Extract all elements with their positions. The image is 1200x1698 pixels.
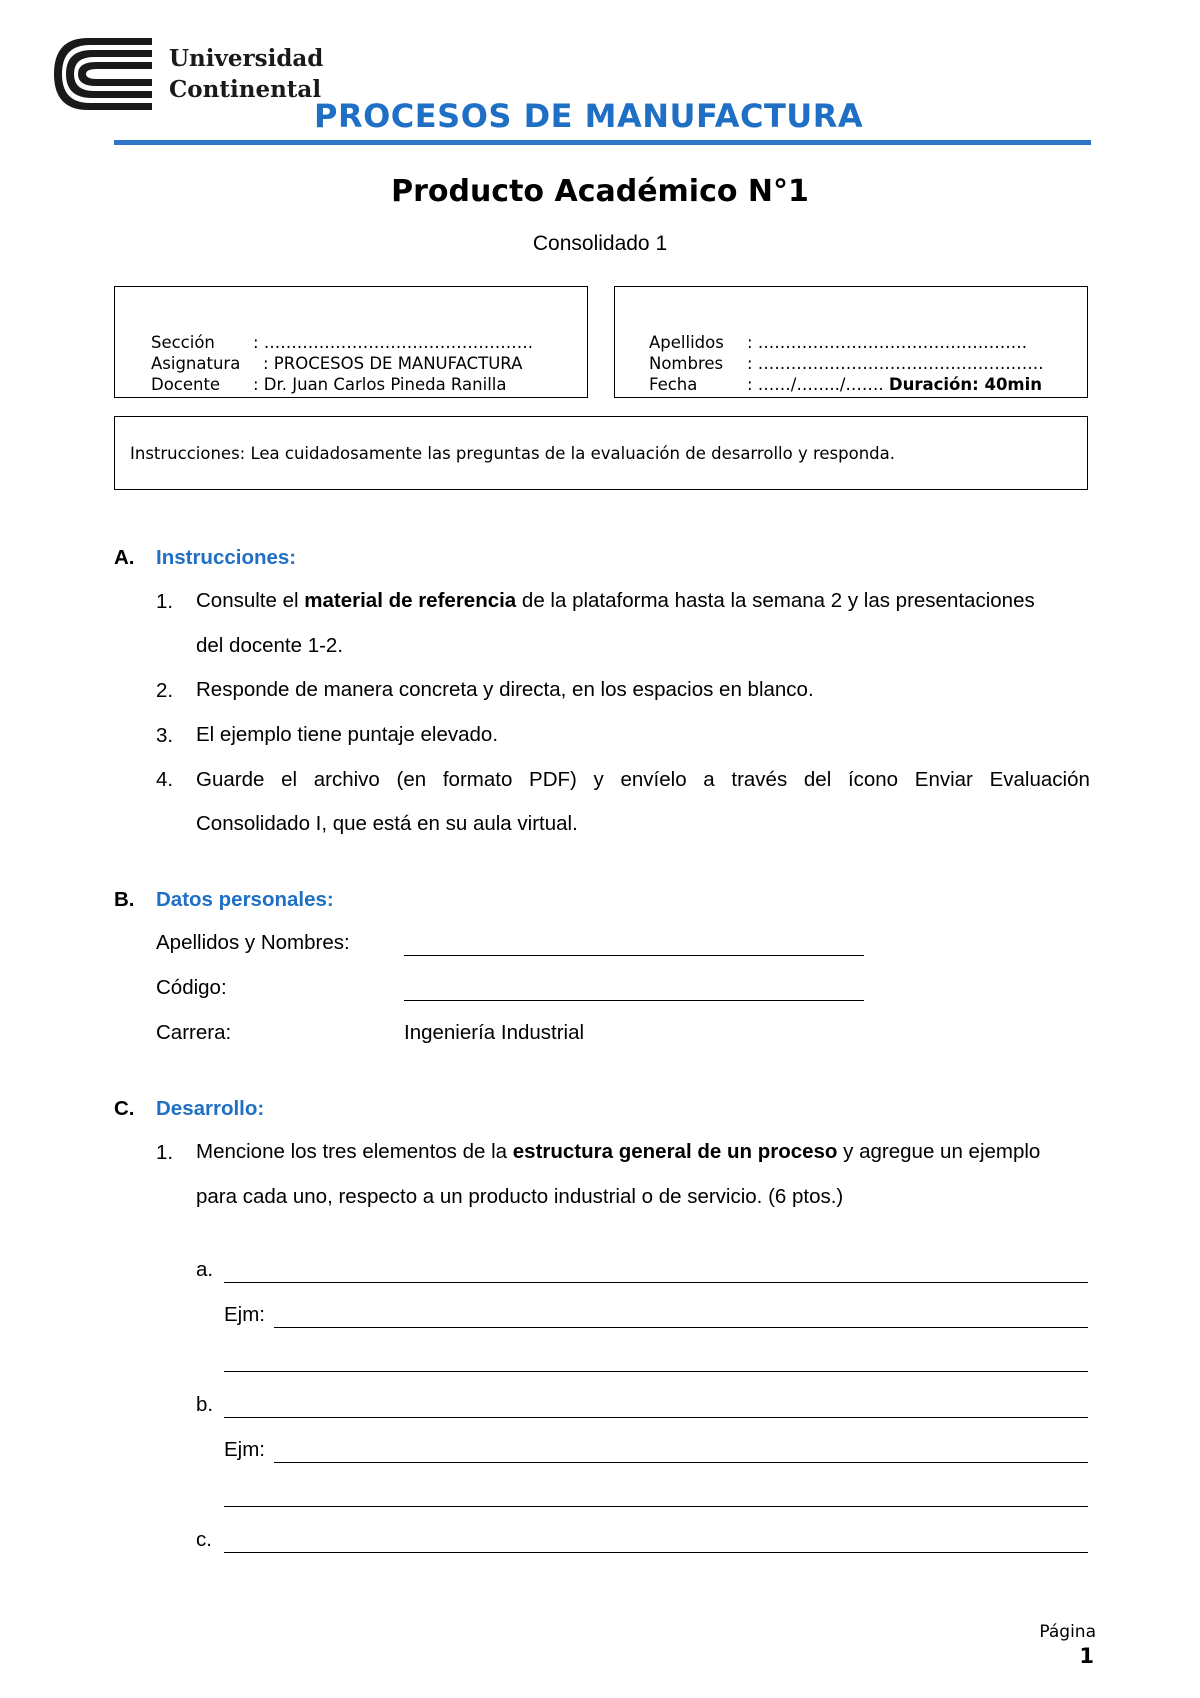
- nombres-value: : …………………………………………….: [746, 354, 1044, 373]
- logo-mark-icon: [54, 36, 154, 112]
- page-number: 1: [1079, 1644, 1094, 1668]
- bold-reference: material de referencia: [304, 589, 517, 612]
- docente-value: : Dr. Juan Carlos Pineda Ranilla: [252, 375, 507, 394]
- section-b-letter: B.: [114, 888, 135, 911]
- answer-ejm-b: Ejm:: [224, 1438, 265, 1461]
- item-number: 4.: [156, 768, 174, 791]
- instruction-item-1-cont: del docente 1-2.: [196, 634, 344, 657]
- asignatura-label: Asignatura: [150, 354, 241, 373]
- instruction-item-2: Responde de manera concreta y directa, en los espacios en blanco.: [196, 678, 814, 701]
- instruction-item-1: Consulte el material de referencia de la plataforma hasta la semana 2 y las presentaciones: [196, 589, 1035, 612]
- section-c-title: Desarrollo:: [156, 1097, 265, 1120]
- answer-letter-c: c.: [196, 1528, 212, 1551]
- fecha-value: : ……/……../…….: [746, 375, 889, 394]
- item-number: 1.: [156, 590, 174, 613]
- answer-extra-line-a[interactable]: [224, 1371, 1088, 1372]
- answer-ejm-line-b[interactable]: [274, 1462, 1088, 1463]
- field-label-codigo: Código:: [156, 976, 227, 999]
- field-line-codigo[interactable]: [404, 1000, 864, 1001]
- university-logo: [54, 36, 154, 112]
- course-info-box: [114, 286, 588, 398]
- section-c-letter: C.: [114, 1097, 135, 1120]
- item-number: 3.: [156, 724, 174, 747]
- page-label: Página: [1039, 1622, 1096, 1642]
- asignatura-value: : PROCESOS DE MANUFACTURA: [262, 354, 523, 373]
- answer-letter-a: a.: [196, 1258, 214, 1281]
- seccion-label: Sección: [150, 333, 215, 352]
- answer-line-b[interactable]: [224, 1417, 1088, 1418]
- duracion-label: Duración: 40min: [888, 375, 1043, 394]
- instructions-text: Instrucciones: Lea cuidadosamente las preguntas de la evaluación de desarrollo y responda.: [130, 444, 895, 463]
- student-info-box: [614, 286, 1088, 398]
- apellidos-value: : ………………………………………….: [746, 333, 1028, 352]
- logo-text-line2: Continental: [169, 76, 322, 103]
- field-line-nombres[interactable]: [404, 955, 864, 956]
- apellidos-label: Apellidos: [648, 333, 724, 352]
- section-b-title: Datos personales:: [156, 888, 334, 911]
- question-1-cont: para cada uno, respecto a un producto industrial o de servicio. (6 ptos.): [196, 1185, 844, 1208]
- instruction-item-3: El ejemplo tiene puntaje elevado.: [196, 723, 499, 746]
- instructions-box: [114, 416, 1088, 490]
- item-number: 2.: [156, 679, 174, 702]
- docente-label: Docente: [150, 375, 221, 394]
- field-label-nombres: Apellidos y Nombres:: [156, 931, 350, 954]
- answer-letter-b: b.: [196, 1393, 214, 1416]
- document-title: Producto Académico N°1: [391, 174, 809, 209]
- field-label-carrera: Carrera:: [156, 1021, 232, 1044]
- bold-estructura: estructura general de un proceso: [512, 1140, 838, 1163]
- instruction-item-4: Guarde el archivo (en formato PDF) y envíelo a través del ícono Enviar Evaluación: [196, 768, 1090, 791]
- question-number: 1.: [156, 1141, 174, 1164]
- course-title: PROCESOS DE MANUFACTURA: [314, 97, 864, 135]
- answer-line-a[interactable]: [224, 1282, 1088, 1283]
- fecha-label: Fecha: [648, 375, 698, 394]
- answer-ejm-a: Ejm:: [224, 1303, 265, 1326]
- section-a-letter: A.: [114, 546, 135, 569]
- header-rule: [114, 140, 1091, 145]
- answer-extra-line-b[interactable]: [224, 1506, 1088, 1507]
- seccion-value: : ………………………………………….: [252, 333, 534, 352]
- instruction-item-4-cont: Consolidado I, que está en su aula virtual.: [196, 812, 578, 835]
- answer-line-c[interactable]: [224, 1552, 1088, 1553]
- answer-ejm-line-a[interactable]: [274, 1327, 1088, 1328]
- question-1: Mencione los tres elementos de la estructura general de un proceso y agregue un ejemplo: [196, 1140, 1041, 1163]
- logo-text-line1: Universidad: [169, 45, 324, 72]
- field-value-carrera: Ingeniería Industrial: [404, 1021, 585, 1044]
- document-subtitle: Consolidado 1: [532, 232, 668, 255]
- section-a-title: Instrucciones:: [156, 546, 297, 569]
- nombres-label: Nombres: [648, 354, 724, 373]
